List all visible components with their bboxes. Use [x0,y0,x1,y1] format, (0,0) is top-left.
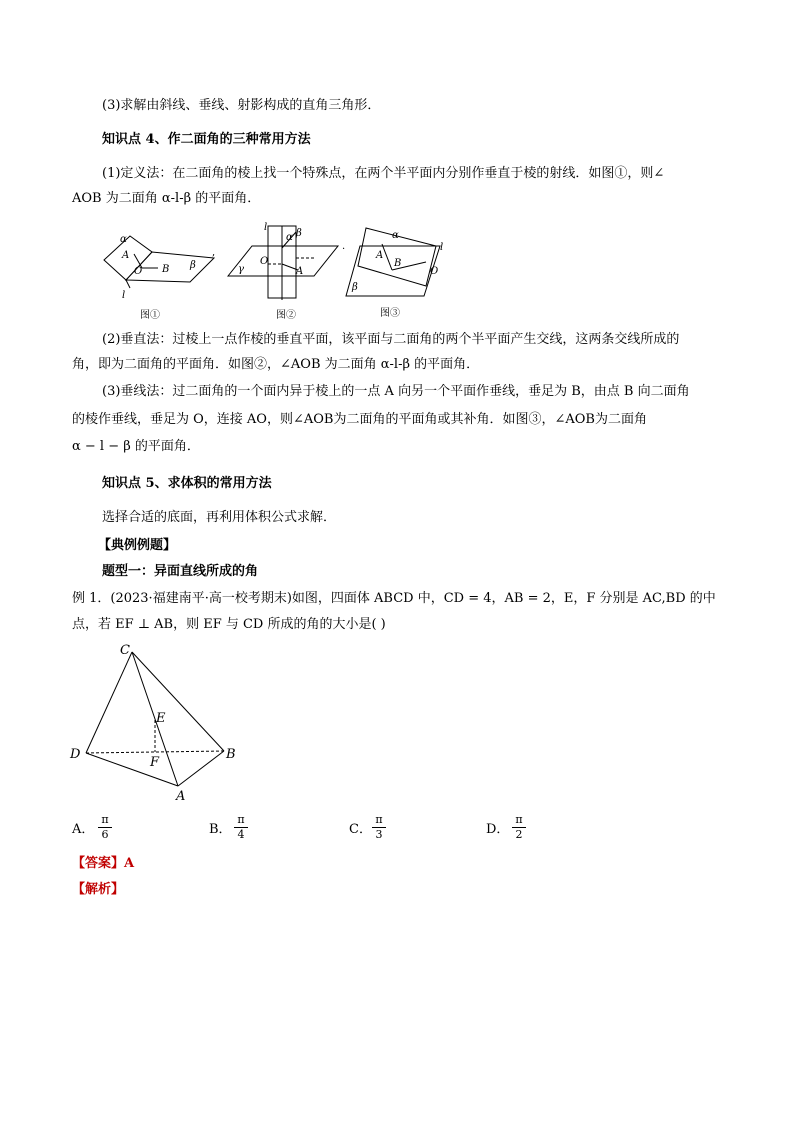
option-a-letter[interactable]: A． [72,822,95,837]
kp4-line-line2: 的棱作垂线，垂足为 O，连接 AO，则∠AOB为二面角的平面角或其补角．如图③，∠AOB为二面角 [72,412,647,427]
tetra-label-f: F [150,755,160,770]
fig3-alpha-label: α [392,230,399,241]
fig3-a-label: A [376,250,384,261]
fig3-o-label: O [430,266,439,277]
tetra-label-a: A [176,789,186,804]
tetra-label-b: B [226,747,236,762]
figure-2 [224,218,344,322]
comma-mark-1: , [212,247,216,258]
fig1-a-label: A [122,250,130,261]
tetra-label-d: D [70,747,81,762]
fig3-beta-label: β [352,282,358,293]
kp4-title: 知识点 4、作二面角的三种常用方法 [102,132,311,147]
fig2-l-label: l [264,222,268,233]
option-d-num: π [515,813,523,826]
fig1-beta-label: β [190,260,196,271]
fig2-alpha-label: α [286,232,293,243]
fig2-gamma-label: γ [238,264,244,275]
fig1-b-label: B [162,264,170,275]
fig3-b-label: B [394,258,402,269]
analysis-label: 【解析】 [72,882,125,897]
fig1-o-label: O [134,266,143,277]
example1-line2: 点，若 EF ⊥ AB，则 EF 与 CD 所成的角的大小是( ) [72,617,386,632]
example1-line1: 例 1．(2023·福建南平·高一校考期末)如图，四面体 ABCD 中，CD = 4，AB = 2，E，F 分别是 AC,BD 的中 [72,591,716,606]
fig2-beta-label: β [296,228,302,239]
fig3-l-label: l [440,242,444,253]
option-d-fraction[interactable] [512,814,526,841]
kp4-perp-line1: (2)垂直法：过棱上一点作棱的垂直平面，该平面与二面角的两个半平面产生交线，这两条交线所成的 [102,332,680,347]
option-b-fraction[interactable] [234,814,248,841]
option-b-num: π [237,813,245,826]
option-b-den: 4 [237,828,245,841]
fig2-a-label: A [296,266,304,277]
dot-mark-2: . [342,241,346,252]
type1-title: 题型一：异面直线所成的角 [102,564,259,579]
option-a-num: π [101,813,109,826]
kp5-title: 知识点 5、求体积的常用方法 [102,476,272,491]
option-d-letter[interactable]: D． [486,822,510,837]
figure-3 [340,218,452,322]
option-a-fraction[interactable] [98,814,112,841]
option-d-den: 2 [515,828,523,841]
text-line-3: (3)求解由斜线、垂线、射影构成的直角三角形． [102,98,381,113]
fig3-caption: 图③ [380,308,400,319]
option-c-num: π [375,813,383,826]
kp4-definition-line1: (1)定义法：在二面角的棱上找一个特殊点，在两个半平面内分别作垂直于棱的射线．如图①，则∠ [102,166,665,181]
fig2-o-label: O [260,256,269,267]
section-examples-heading: 【典例例题】 [98,538,177,553]
tetra-label-c: C [120,643,130,658]
kp4-definition-line2: AOB 为二面角 α-l-β 的平面角． [72,191,261,206]
kp4-line-line3: α − l − β 的平面角． [72,439,200,454]
figure-1 [96,222,220,322]
option-c-letter[interactable]: C． [349,822,372,837]
fig1-caption: 图① [140,310,160,321]
fig1-l-label: l [122,290,126,301]
fig1-alpha-label: α [120,234,127,245]
option-a-den: 6 [101,828,109,841]
answer-label: 【答案】A [72,856,135,871]
tetrahedron-figure [64,640,244,808]
kp4-perp-line2: 角，即为二面角的平面角．如图②，∠AOB 为二面角 α-l-β 的平面角． [72,357,480,372]
option-c-den: 3 [375,828,383,841]
option-b-letter[interactable]: B． [209,822,232,837]
kp4-line-line1: (3)垂线法：过二面角的一个面内异于棱上的一点 A 向另一个平面作垂线，垂足为 B，由点 B 向二面角 [102,384,690,399]
option-c-fraction[interactable] [372,814,386,841]
tetra-label-e: E [156,711,166,726]
kp5-text: 选择合适的底面，再利用体积公式求解． [102,510,337,525]
fig2-caption: 图② [276,310,296,321]
